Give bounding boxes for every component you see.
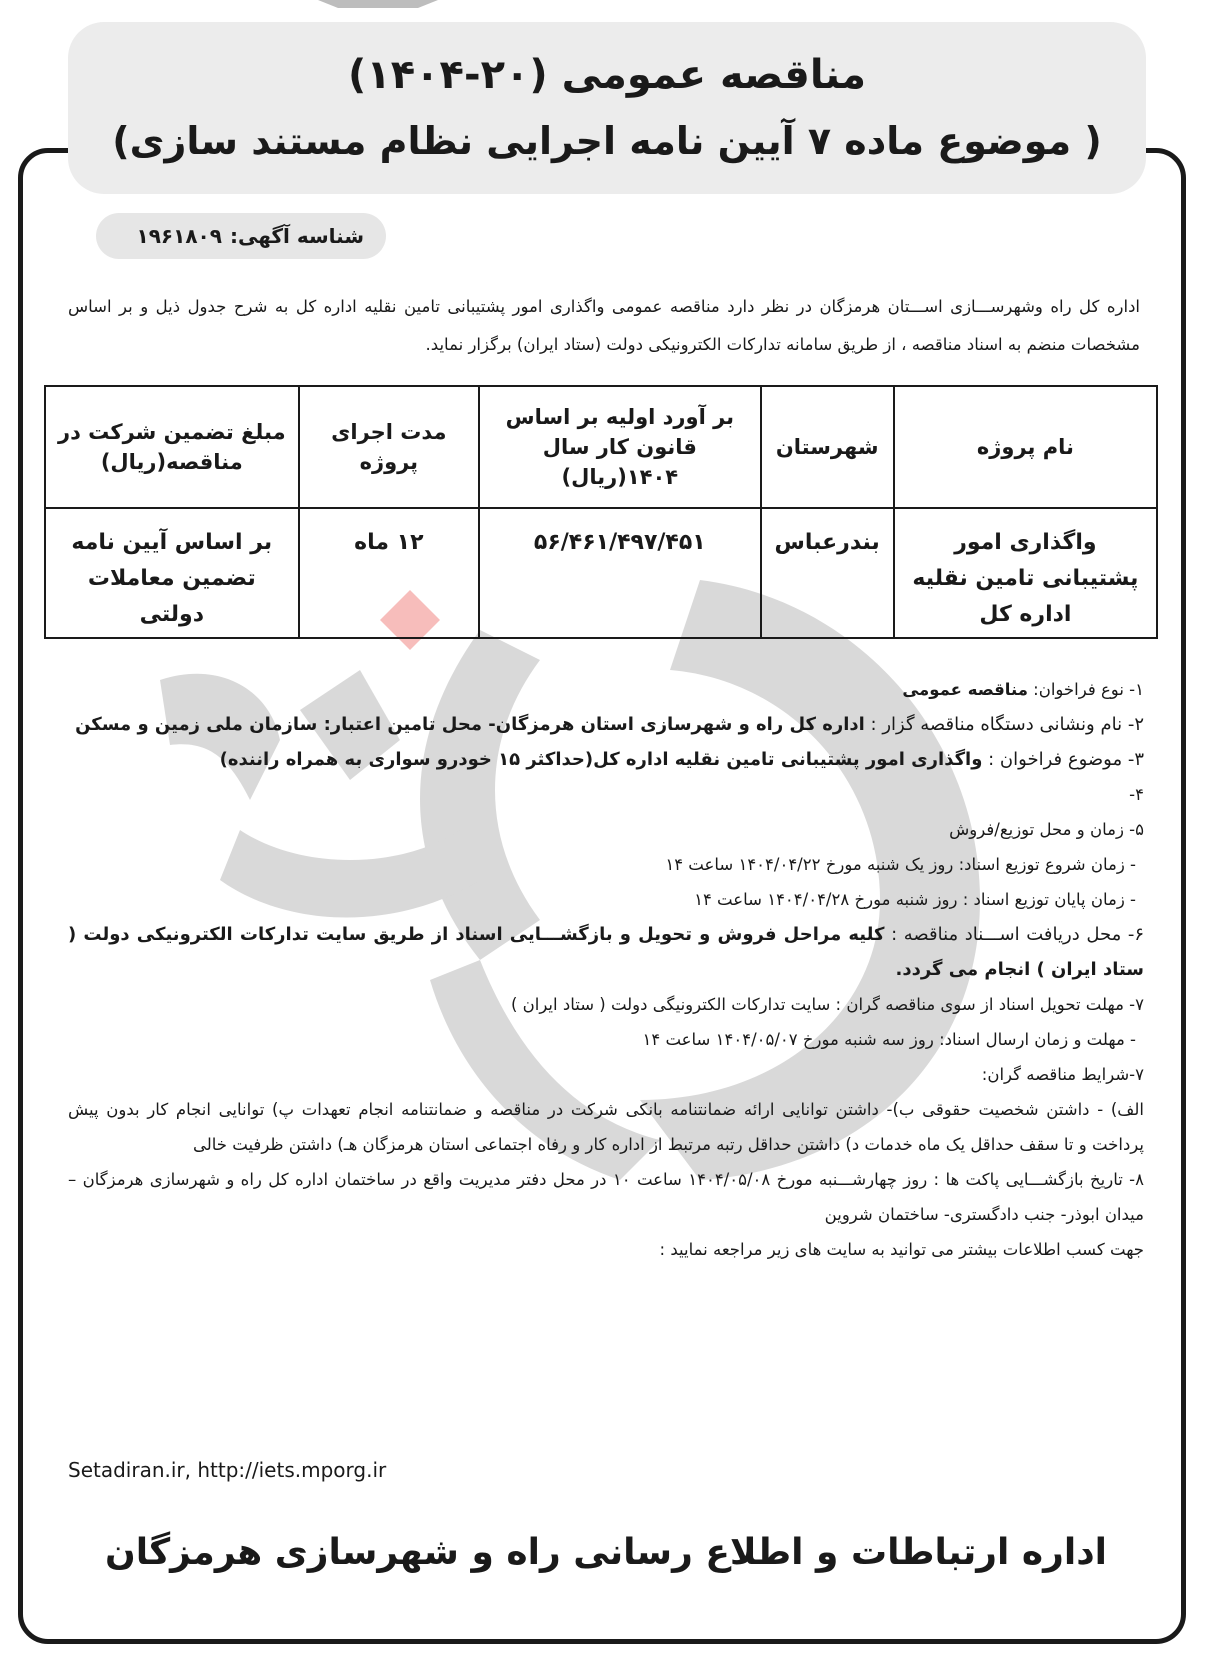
cell-guarantee: بر اساس آیین نامه تضمین معاملات دولتی bbox=[45, 508, 299, 638]
item-5: ۵- زمان و محل توزیع/فروش bbox=[949, 820, 1144, 839]
conditions-list bbox=[68, 672, 1144, 1267]
col-project-name: نام پروژه bbox=[894, 386, 1157, 508]
header-title-box bbox=[68, 22, 1146, 194]
item-4: ۴- bbox=[1129, 785, 1144, 804]
website-links[interactable]: Setadiran.ir, http://iets.mporg.ir bbox=[68, 1458, 387, 1482]
item-1-label: ۱- نوع فراخوان: bbox=[1027, 680, 1144, 699]
item-2-value: اداره کل راه و شهرسازی استان هرمزگان- محل تامین اعتبار: سازمان ملی زمین و مسکن bbox=[75, 714, 865, 735]
tender-subtitle: ( موضوع ماده ۷ آیین نامه اجرایی نظام مستند سازی) bbox=[112, 119, 1102, 163]
col-guarantee: مبلغ تضمین شرکت در مناقصه(ریال) bbox=[45, 386, 299, 508]
ad-id-value: ۱۹۶۱۸۰۹ bbox=[136, 224, 222, 248]
cell-city: بندرعباس bbox=[761, 508, 894, 638]
ad-id-badge bbox=[96, 213, 386, 259]
item-7: ۷- مهلت تحویل اسناد از سوی مناقصه گران : سایت تدارکات الکترونیگی دولت ( ستاد ایران ) bbox=[510, 995, 1144, 1014]
col-estimate: بر آورد اولیه بر اساس قانون کار سال ۱۴۰۴(ریال) bbox=[479, 386, 760, 508]
item-6 bbox=[68, 917, 1144, 987]
col-city: شهرستان bbox=[761, 386, 894, 508]
ad-id-label: شناسه آگهی: bbox=[229, 224, 364, 248]
item-1-value: مناقصه عمومی bbox=[902, 680, 1028, 699]
table-header-row bbox=[45, 386, 1157, 508]
item-6-value: کلیه مراحل فروش و تحویل و بازگشـــایی اسناد از طریق سایت تدارکات الکترونیکی دولت ( ستاد ایران ) انجام می گردد. bbox=[68, 924, 1144, 980]
table-row bbox=[45, 508, 1157, 638]
project-table bbox=[44, 385, 1158, 639]
item-6-label: ۶- محل دریافت اســـناد مناقصه : bbox=[884, 924, 1144, 945]
item-3 bbox=[68, 742, 1144, 777]
item-8: ۸- تاریخ بازگشـــایی پاکت ها : روز چهارشـــنبه مورخ ۱۴۰۴/۰۵/۰۸ ساعت ۱۰ در محل دفتر مدیریت واقع در ساختمان اداره کل راه و شهرسازی هرمزگان – میدان ابوذر- جنب دادگستری- ساختمان شروین bbox=[68, 1170, 1145, 1224]
tender-title: مناقصه عمومی (۲۰-۱۴۰۴) bbox=[348, 52, 866, 98]
top-decoration bbox=[318, 0, 438, 10]
cell-duration: ۱۲ ماه bbox=[299, 508, 479, 638]
item-7-conditions: ۷-شرایط مناقصه گران: bbox=[981, 1065, 1144, 1084]
item-2-label: ۲- نام ونشانی دستگاه مناقصه گزار : bbox=[864, 714, 1144, 735]
item-5-start: - زمان شروع توزیع اسناد: روز یک شنبه مورخ ۱۴۰۴/۰۴/۲۲ ساعت ۱۴ bbox=[665, 855, 1136, 874]
item-7-conditions-text: الف) - داشتن شخصیت حقوقی ب)- داشتن توانایی ارائه ضمانتنامه بانکی شرکت در مناقصه و ضمانتنامه انجام تعهدات پ) توانایی انجام کار بدون پیش پرداخت و تا سقف حداقل یک ماه خدمات د) داشتن حداقل رتبه مرتبط از اداره کار و رفاه اجتماعی استان هرمزگان هـ) داشتن ظرفیت خالی bbox=[68, 1100, 1144, 1154]
more-info: جهت کسب اطلاعات بیشتر می توانید به سایت های زیر مراجعه نمایید : bbox=[659, 1240, 1144, 1259]
item-3-label: ۳- موضوع فراخوان : bbox=[982, 749, 1144, 770]
cell-project-name: واگذاری امور پشتیبانی تامین نقلیه اداره کل bbox=[894, 508, 1157, 638]
item-7-deadline: - مهلت و زمان ارسال اسناد: روز سه شنبه مورخ ۱۴۰۴/۰۵/۰۷ ساعت ۱۴ bbox=[642, 1030, 1136, 1049]
footer-title: اداره ارتباطات و اطلاع رسانی راه و شهرسازی هرمزگان bbox=[104, 1532, 1108, 1573]
intro-paragraph: اداره کل راه وشهرســـازی اســـتان هرمزگان در نظر دارد مناقصه عمومی واگذاری امور پشتیبانی تامین نقلیه اداره کل به شرح جدول ذیل و بر اساس مشخصات منضم به اسناد مناقصه ، از طریق سامانه تدارکات الکترونیکی دولت (ستاد ایران) برگزار نماید. bbox=[68, 297, 1140, 354]
item-1 bbox=[68, 672, 1144, 707]
item-3-value: واگذاری امور پشتیبانی تامین نقلیه اداره کل(حداکثر ۱۵ خودرو سواری به همراه راننده) bbox=[219, 749, 983, 770]
item-2 bbox=[68, 707, 1144, 742]
cell-estimate: ۵۶/۴۶۱/۴۹۷/۴۵۱ bbox=[479, 508, 760, 638]
item-5-end: - زمان پایان توزیع اسناد : روز شنبه مورخ ۱۴۰۴/۰۴/۲۸ ساعت ۱۴ bbox=[694, 890, 1136, 909]
col-duration: مدت اجرای پروژه bbox=[299, 386, 479, 508]
